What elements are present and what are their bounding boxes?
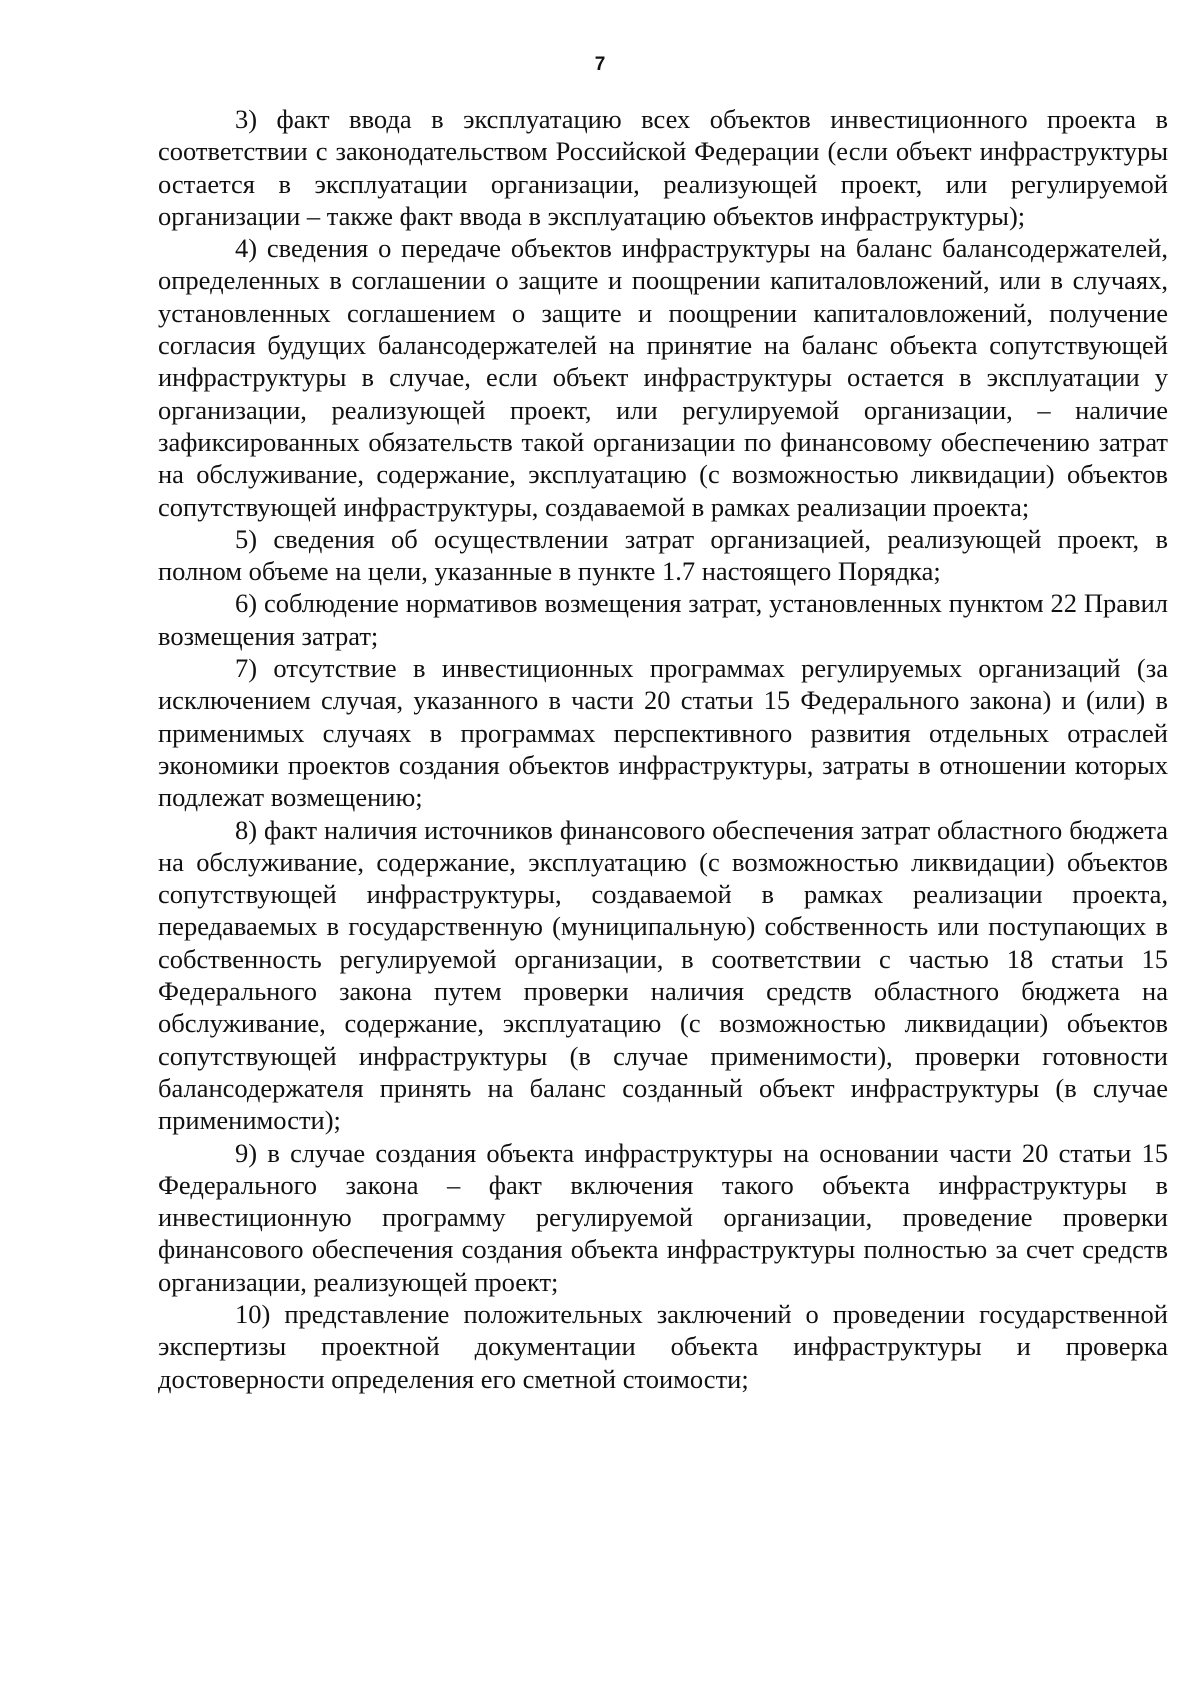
page-number: 7 (594, 54, 606, 75)
paragraph-item-3: 3) факт ввода в эксплуатацию всех объектов инвестиционного проекта в соответствии с законодательством Российской Федерации (если объект инфраструктуры остается в эксплуатации организации, реализующей проект, или регулируемой организации – также факт ввода в эксплуатацию объектов инфраструктуры); (158, 104, 1168, 231)
paragraph-item-10: 10) представление положительных заключений о проведении государственной экспертизы проектной документации объекта инфраструктуры и проверка достоверности определения его сметной стоимости; (158, 1298, 1168, 1394)
document-body (158, 103, 1168, 1395)
paragraph-item-5: 5) сведения об осуществлении затрат организацией, реализующей проект, в полном объеме на цели, указанные в пункте 1.7 настоящего Порядка; (158, 523, 1168, 587)
paragraph-item-6: 6) соблюдение нормативов возмещения затрат, установленных пунктом 22 Правил возмещения затрат; (158, 588, 1168, 651)
paragraph-item-4: 4) сведения о передаче объектов инфраструктуры на баланс балансодержателей, определенных в соглашении о защите и поощрении капиталовложений, или в случаях, установленных соглашением о защите и поощрении капиталовложений, получение согласия будущих балансодержателей на принятие на баланс объекта сопутствующей инфраструктуры в случае, если объект инфраструктуры остается в эксплуатации у организации, реализующей проект, или регулируемой организации, – наличие зафиксированных обязательств такой организации по финансовому обеспечению затрат на обслуживание, содержание, эксплуатацию (с возможностью ликвидации) объектов сопутствующей инфраструктуры, создаваемой в рамках реализации проекта; (158, 233, 1168, 522)
paragraph-item-8: 8) факт наличия источников финансового обеспечения затрат областного бюджета на обслуживание, содержание, эксплуатацию (с возможностью ликвидации) объектов сопутствующей инфраструктуры, создаваемой в рамках реализации проекта, передаваемых в государственную (муниципальную) собственность или поступающих в собственность регулируемой организации, в соответствии с частью 18 статьи 15 Федерального закона путем проверки наличия средств областного бюджета на обслуживание, содержание, эксплуатацию (с возможностью ликвидации) объектов сопутствующей инфраструктуры (в случае применимости), проверки готовности балансодержателя принять на баланс созданный объект инфраструктуры (в случае применимости); (158, 814, 1168, 1136)
paragraph-item-7: 7) отсутствие в инвестиционных программах регулируемых организаций (за исключением случая, указанного в части 20 статьи 15 Федерального закона) и (или) в применимых случаях в программах перспективного развития отдельных отраслей экономики проектов создания объектов инфраструктуры, затраты в отношении которых подлежат возмещению; (158, 653, 1168, 813)
paragraph-item-9: 9) в случае создания объекта инфраструктуры на основании части 20 статьи 15 Федерального закона – факт включения такого объекта инфраструктуры в инвестиционную программу регулируемой организации, проведение проверки финансового обеспечения создания объекта инфраструктуры полностью за счет средств организации, реализующей проект; (158, 1137, 1168, 1297)
